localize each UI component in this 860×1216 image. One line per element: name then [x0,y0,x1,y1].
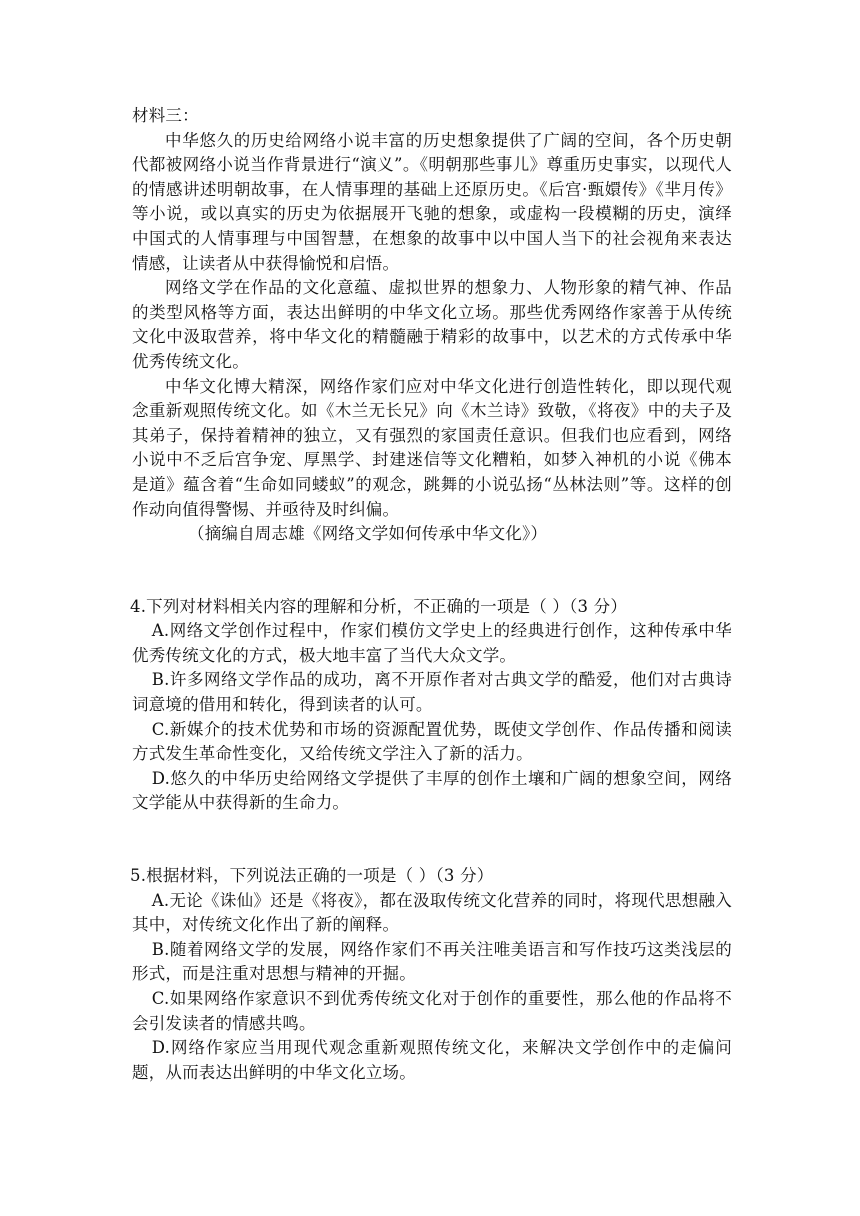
paragraph-2: 网络文学在作品的文化意蕴、虚拟世界的想象力、人物形象的精气神、作品的类型风格等方面，表达出鲜明的中华文化立场。那些优秀网络作家善于从传统文化中汲取营养，将中华文化的精髓融于精彩的故事中，以艺术的方式传承中华优秀传统文化。 [132,278,732,371]
option-d: D.网络作家应当用现代观念重新观照传统文化，来解决文学创作中的走偏问题，从而表达出鲜明的中华文化立场。 [132,1038,732,1082]
option-a: A.网络文学创作过程中，作家们模仿文学史上的经典进行创作，这种传承中华优秀传统文化的方式，极大地丰富了当代大众文学。 [132,621,732,665]
option-c: C.如果网络作家意识不到优秀传统文化对于创作的重要性，那么他的作品将不会引发读者的情感共鸣。 [132,989,732,1033]
paragraph-3: 中华文化博大精深，网络作家们应对中华文化进行创造性转化，即以现代观念重新观照传统文化。如《木兰无长兄》向《木兰诗》致敬，《将夜》中的夫子及其弟子，保持着精神的独立，又有强烈的家国责任意识。但我们也应看到，网络小说中不乏后宫争宠、厚黑学、封建迷信等文化糟粕，如梦入神机的小说《佛本是道》蕴含着“生命如同蝼蚁”的观念，跳舞的小说弘扬“丛林法则”等。这样的创作动向值得警惕、并亟待及时纠偏。 [132,376,732,519]
question-5 [132,864,732,1085]
question-stem: 5.根据材料，下列说法正确的一项是（ ）（3 分） [130,866,494,886]
question-stem: 4.下列对材料相关内容的理解和分析，不正确的一项是（ ）（3 分） [130,596,628,616]
option-a: A.无论《诛仙》还是《将夜》，都在汲取传统文化营养的同时，将现代思想融入其中，对传统文化作出了新的阐释。 [132,890,732,935]
question-4 [132,595,732,816]
section-title: 材料三： [132,106,199,125]
option-d: D.悠久的中华历史给网络文学提供了丰厚的创作土壤和广阔的想象空间，网络文学能从中获得新的生命力。 [132,768,732,813]
option-b: B.许多网络文学作品的成功，离不开原作者对古典文学的酷爱，他们对古典诗词意境的借用和转化，得到读者的认可。 [132,670,732,715]
option-c: C.新媒介的技术优势和市场的资源配置优势，既使文学创作、作品传播和阅读方式发生革命性变化，又给传统文学注入了新的活力。 [132,719,732,764]
option-b: B.随着网络文学的发展，网络作家们不再关注唯美语言和写作技巧这类浅层的形式，而是注重对思想与精神的开掘。 [132,939,732,984]
document-content [132,104,732,1085]
paragraph-1: 中华悠久的历史给网络小说丰富的历史想象提供了广阔的空间，各个历史朝代都被网络小说当作背景进行“演义”。《明朝那些事儿》尊重历史事实，以现代人的情感讲述明朝故事，在人情事理的基础上还原历史。《后宫·甄嬛传》《芈月传》等小说，或以真实的历史为依据展开飞驰的想象，或虚构一段模糊的历史，演绎中国式的人情事理与中国智慧，在想象的故事中以中国人当下的社会视角来表达情感，让读者从中获得愉悦和启悟。 [132,130,732,273]
source-citation: （摘编自周志雄《网络文学如何传承中华文化》） [188,524,548,544]
